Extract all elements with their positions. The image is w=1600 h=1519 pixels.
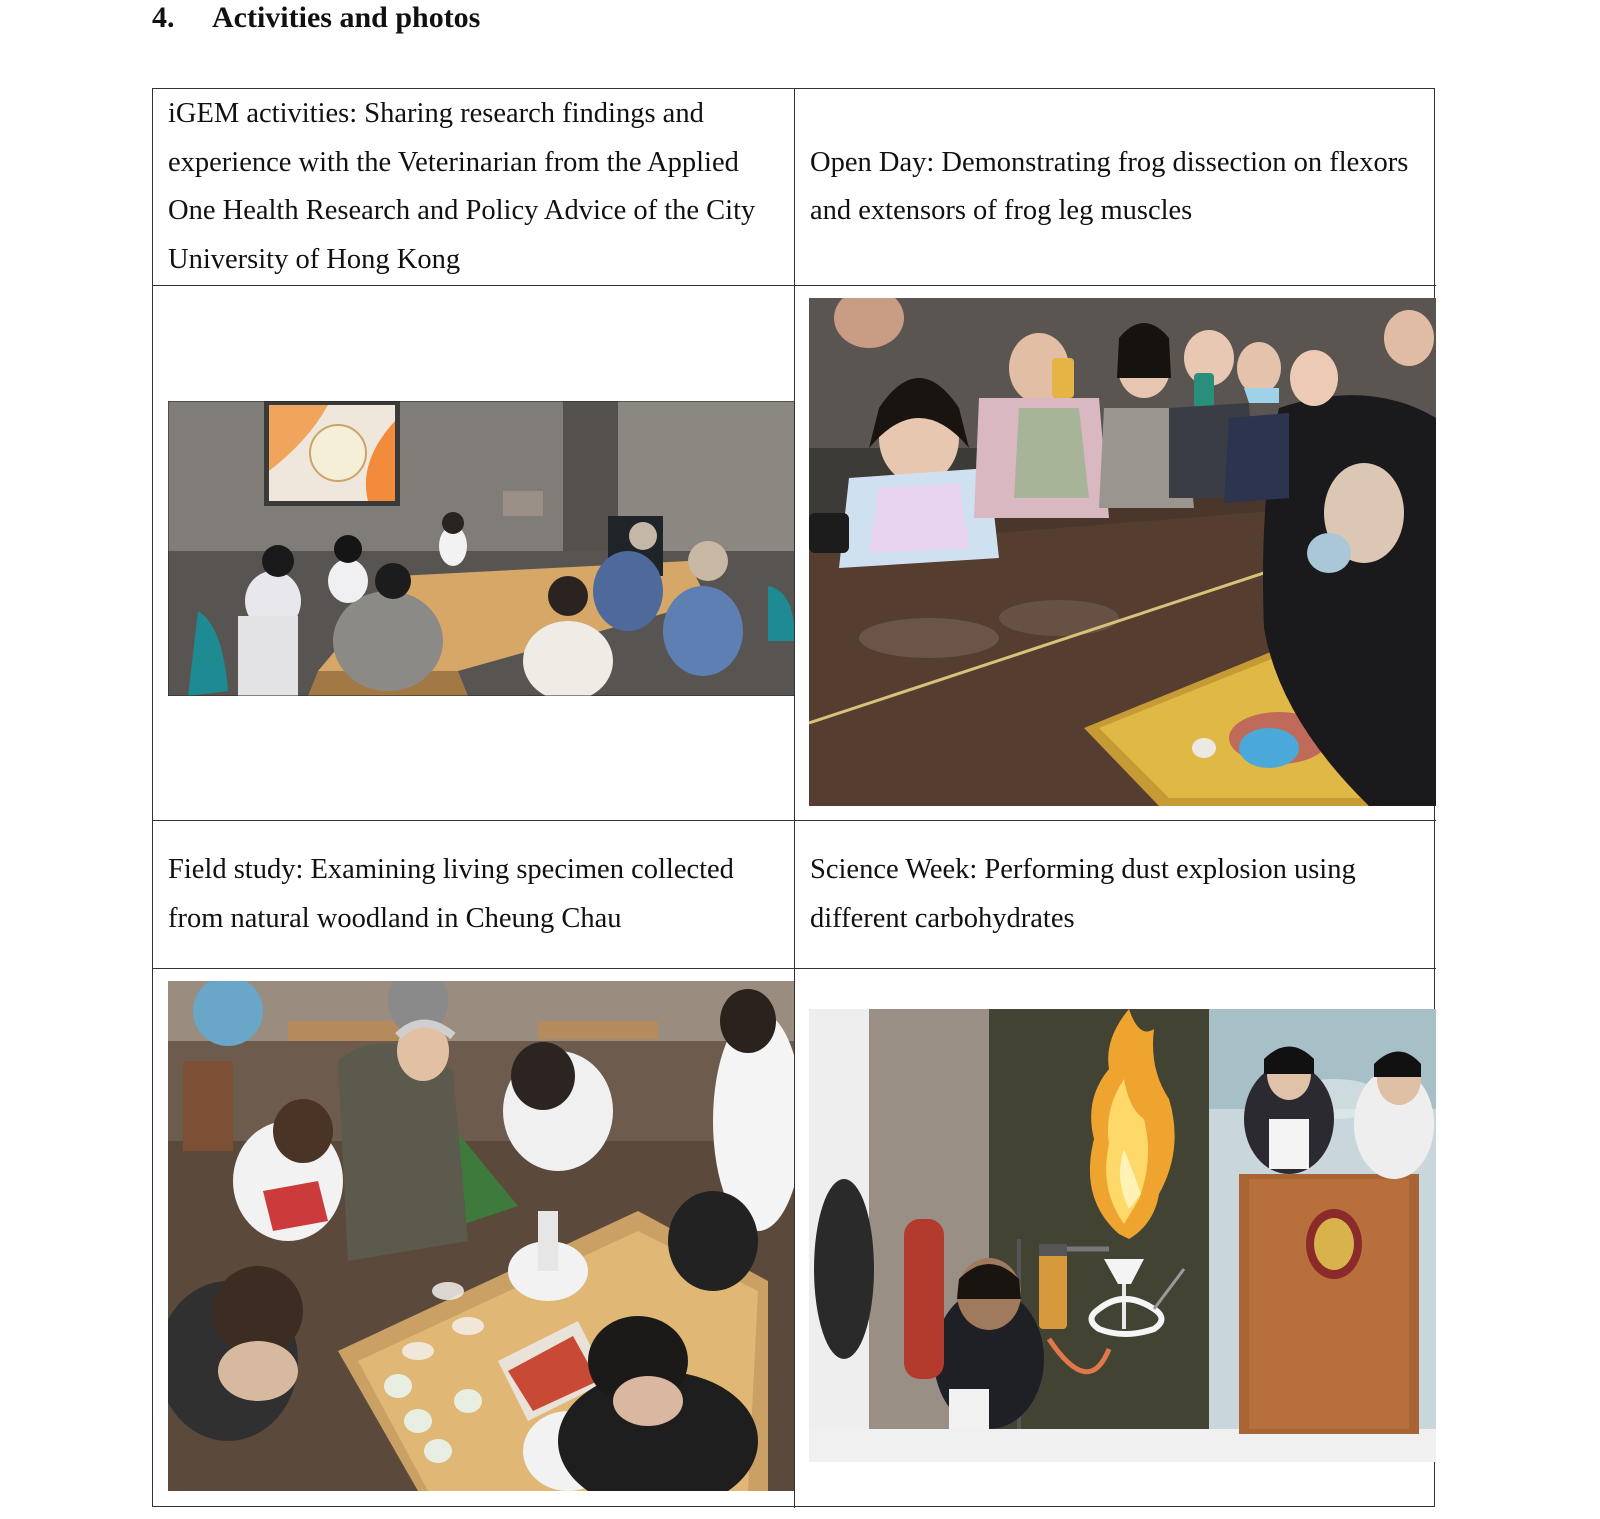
field-study-caption-cell bbox=[153, 821, 795, 969]
activities-table bbox=[152, 88, 1435, 1507]
open-day-photo-cell bbox=[795, 286, 1436, 821]
section-heading bbox=[152, 0, 480, 36]
field-study-photo-cell bbox=[153, 969, 795, 1508]
open-day-caption-cell bbox=[795, 89, 1436, 286]
field-study-photo bbox=[168, 981, 794, 1491]
igem-photo bbox=[168, 401, 795, 696]
science-week-photo-cell bbox=[795, 969, 1436, 1508]
open-day-photo bbox=[809, 298, 1436, 806]
section-title: Activities and photos bbox=[212, 1, 481, 34]
science-week-caption: Science Week: Performing dust explosion using different carbohydrates bbox=[810, 854, 1356, 934]
science-week-photo bbox=[809, 1009, 1436, 1462]
igem-photo-cell bbox=[153, 286, 795, 821]
igem-caption-cell bbox=[153, 89, 795, 286]
science-week-caption-cell bbox=[795, 821, 1436, 969]
field-study-caption: Field study: Examining living specimen collected from natural woodland in Cheung Chau bbox=[168, 854, 734, 934]
igem-caption: iGEM activities: Sharing research findings and experience with the Veterinarian from the Applied One Health Research and Policy Advice of the City University of Hong Kong bbox=[168, 98, 756, 275]
open-day-caption: Open Day: Demonstrating frog dissection on flexors and extensors of frog leg muscles bbox=[810, 146, 1409, 226]
section-number: 4. bbox=[152, 1, 175, 34]
